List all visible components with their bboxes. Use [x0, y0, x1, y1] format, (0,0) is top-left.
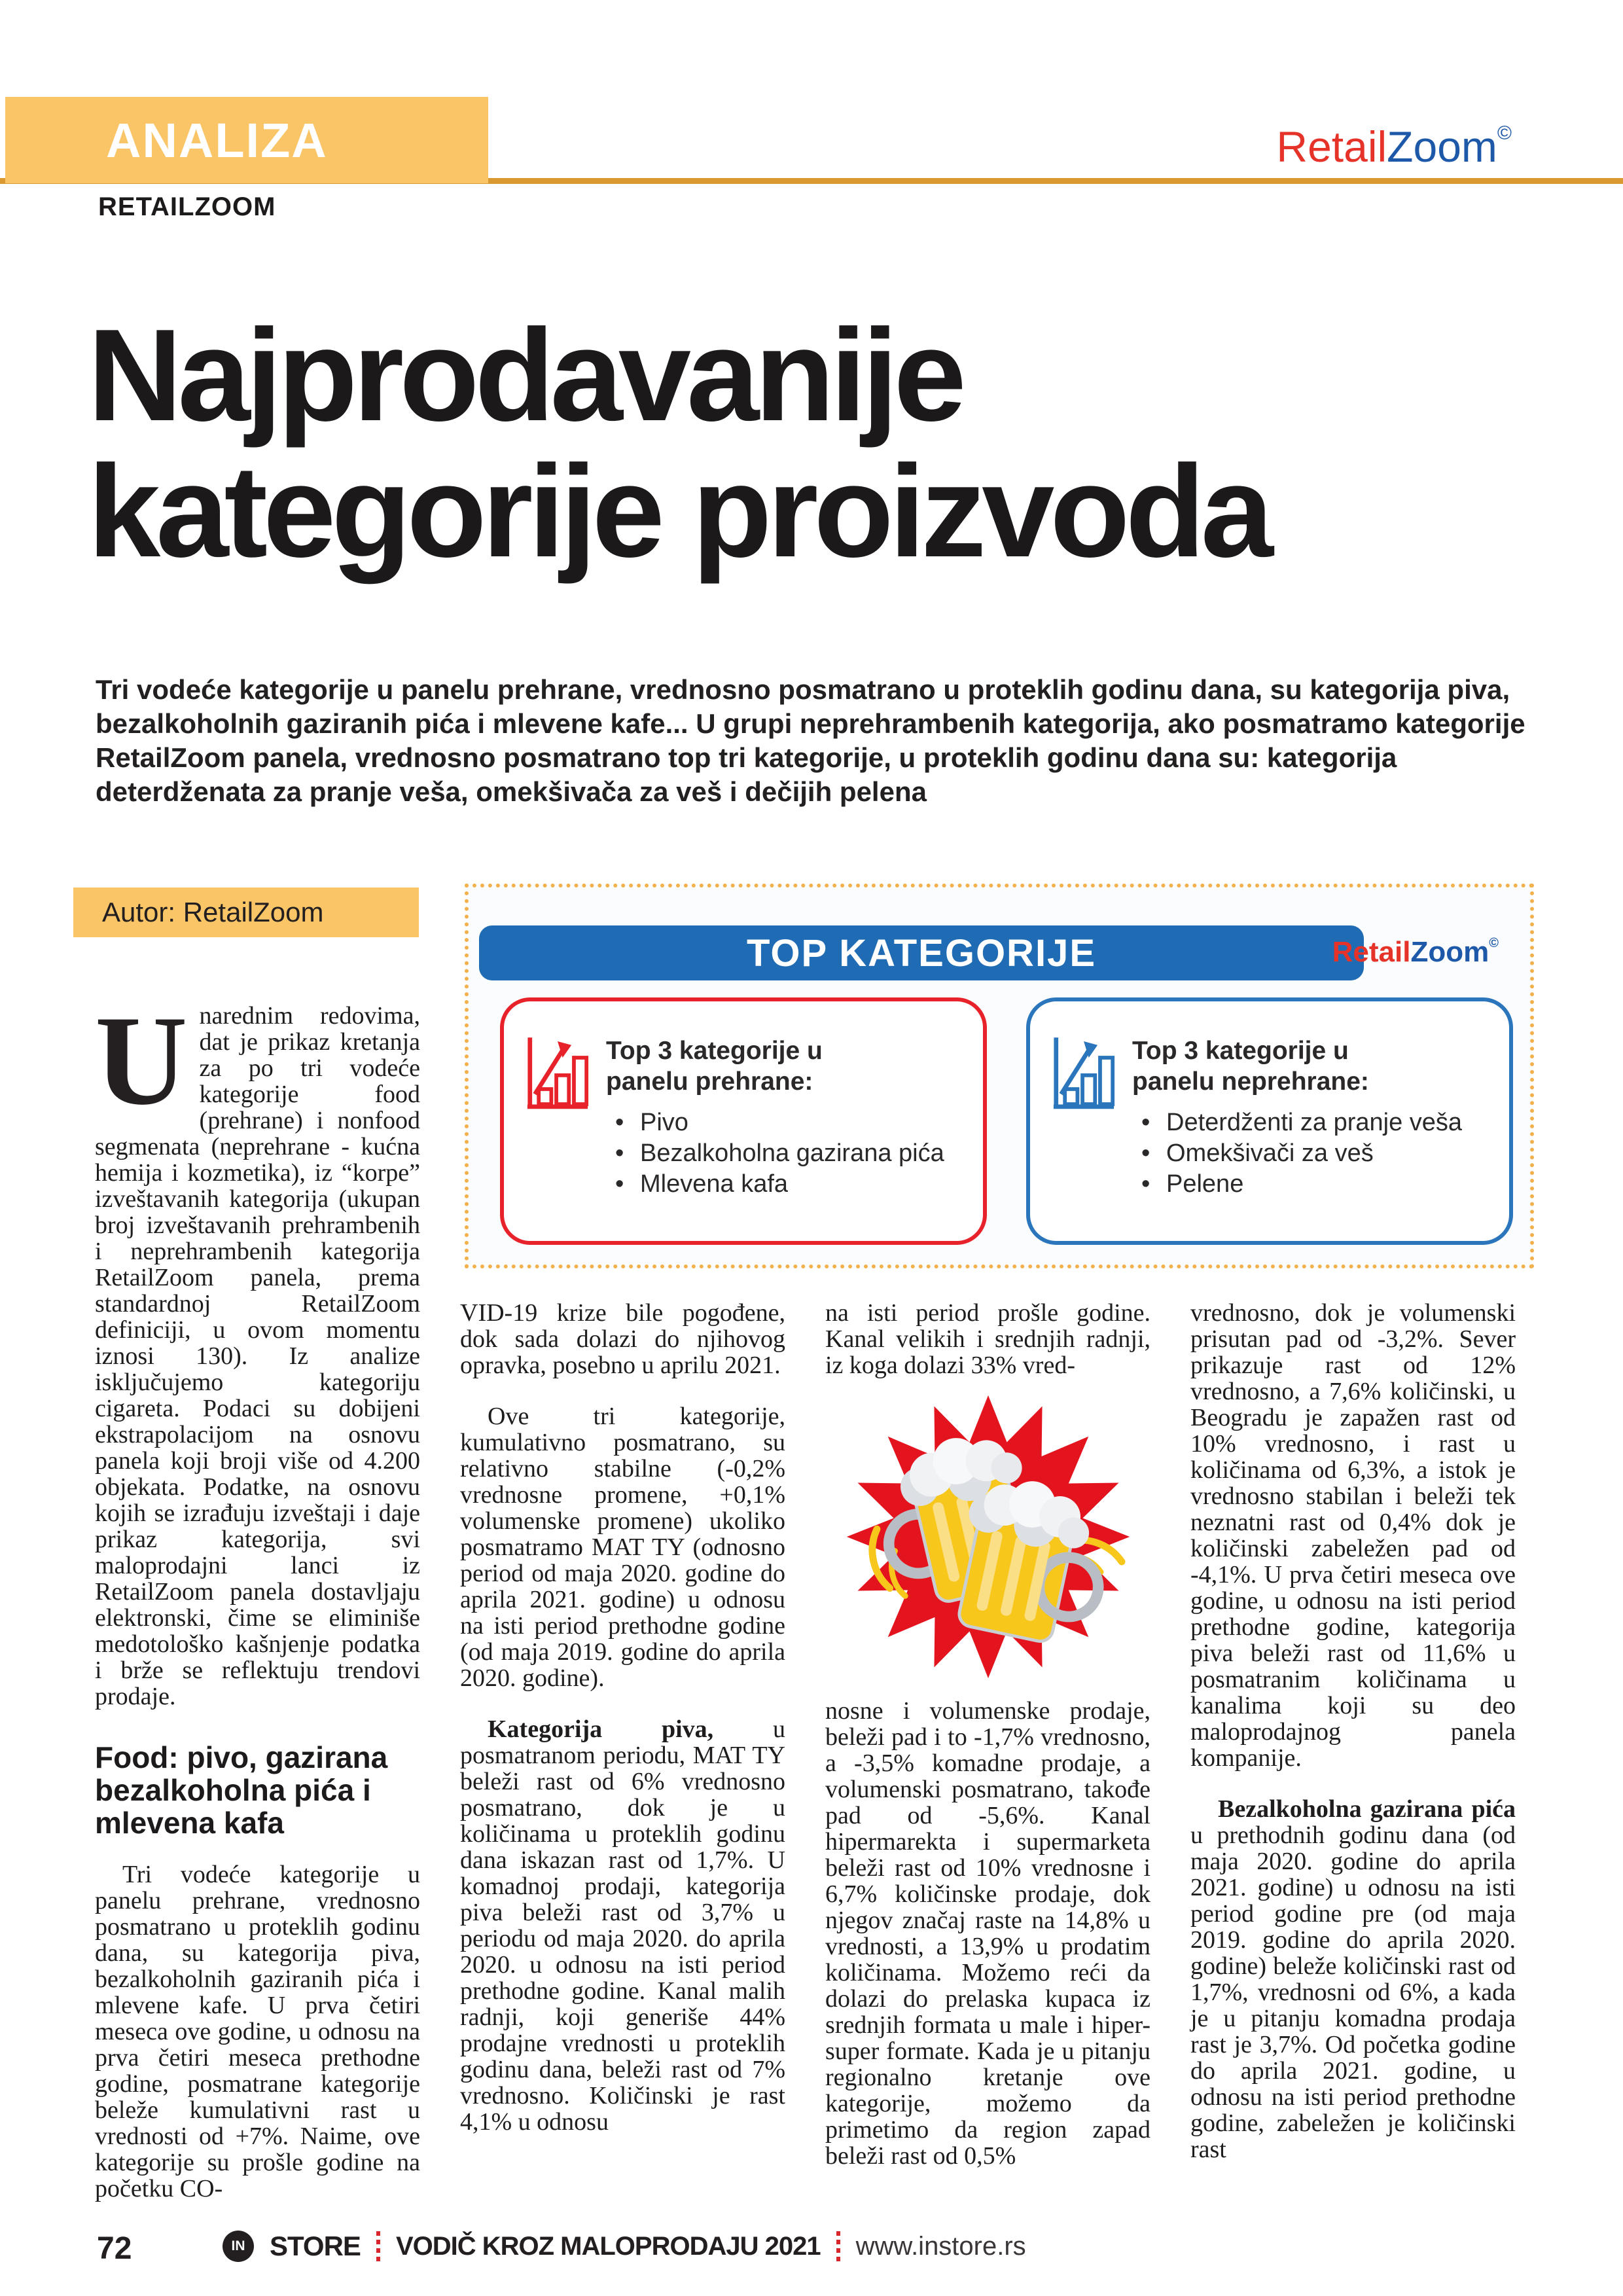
- food-top3-content: [606, 1035, 944, 1241]
- infographic-banner: TOP KATEGORIJE: [479, 925, 1364, 980]
- retailzoom-logo-zoom: Zoom: [1387, 122, 1497, 171]
- nonfood-top3-content: [1132, 1035, 1462, 1241]
- paragraph: VID-19 krize bile pogođene, dok sada dolazi do njihovog opravka, posebno u aprilu 2021.: [460, 1299, 785, 1379]
- top-kategorije-infographic: [465, 884, 1534, 1268]
- page-number: 72: [97, 2231, 132, 2266]
- copyright-icon: ©: [1489, 936, 1499, 950]
- nonfood-top3-heading: Top 3 kategorije u panelu neprehrane:: [1132, 1037, 1369, 1096]
- retailzoom-logo-retail: Retail: [1332, 936, 1411, 968]
- section-kicker-label: ANALIZA: [106, 113, 328, 168]
- retailzoom-logo-zoom: Zoom: [1410, 936, 1489, 968]
- nonfood-top3-list: [1132, 1107, 1462, 1200]
- author-label: Autor: RetailZoom: [102, 897, 324, 927]
- food-top3-card: [500, 997, 987, 1245]
- beer-mugs-illustration: [825, 1389, 1150, 1685]
- drop-cap: U: [95, 990, 188, 1132]
- paragraph-text: u posmatranom periodu, MAT TY beleži rast od 6% vrednosno posmatrano, dok je u količinama u proteklih godinu dana iskazan rast od 1,7%. U komadnoj prodaji, kategorija piva beleži rast od 3,7% u periodu od maja 2020. do aprila 2020. u odnosu na isti period prethodne godine. Kanal malih radnji, koji generiše 44% prodajne vrednosti u proteklih godinu dana, beleži rast od 7% vrednosno. Količinski je rast 4,1% u odnosu: [460, 1715, 785, 2136]
- article-column-3: [825, 1300, 1150, 2169]
- list-item: • Deterdženti za pranje veša: [1132, 1107, 1462, 1138]
- bar-chart-icon: [526, 1035, 589, 1111]
- list-item: • Mlevena kafa: [606, 1169, 944, 1200]
- paragraph-text: narednim redovima, dat je prikaz kretanja za po tri vodeće kategorije food (prehrane) i nonfood segmenata (neprehrane - kućna hemija i kozmetika), iz “korpe” izveštavanih kategorija (ukupan broj izveštavanih prehrambenih i neprehrambenih kategorija RetailZoom panela, prema standardnoj RetailZoom definiciji, u ovom momentu iznosi 130). Iz analize isključujemo kategoriju cigareta. Podaci su dobijeni ekstrapolacijom na osnovu panela koji broji više od 4.200 objekata. Podatke, na osnovu kojih se izrađuju izveštaji i daje prikaz kategorija, svi maloprodajni lanci iz RetailZoom panela dostavljaju elektronski, čime se eliminiše medotološko kašnjenje podatka i brže se reflektuju trendovi prodaje.: [95, 1002, 420, 1710]
- dotted-separator: [836, 2231, 840, 2261]
- section-label: RETAILZOOM: [98, 192, 276, 221]
- food-top3-list: [606, 1107, 944, 1200]
- paragraph: vrednosno, dok je volumenski prisutan pad od -3,2%. Sever prikazuje rast od 12% vrednosno, a 7,6% količinski, u Beogradu je zapažen rast od 10% vrednosno, i rast u količinama od 6,3%, a istok je vrednosno stabilan i beleži tek neznatni rast od 0,4% dok je količinski zabeležen pad od -4,1%. U prva četiri meseca ove godine, u odnosu na isti period prethodne godine, kategorija piva beleži rast od 11,6% u posmatranim količinama u kanalima koji su deo maloprodajnog panela kompanije.: [1190, 1299, 1516, 1772]
- paragraph: [460, 1716, 785, 2135]
- retailzoom-logo: [1276, 122, 1512, 171]
- paragraph: nosne i volumenske prodaje, beleži pad i to -1,7% vrednosno, a -3,5% komadne prodaje, a volumenski posmatrano, takođe pad od -5,6%. Kanal hipermarekta i supermarketa beleži rast od 10% vrednosne i 6,7% količinske prodaje, dok njegov značaj raste na 14,8% u vrednosti, a 13,9% u prodatim količinama. Možemo reći da dolazi do prelaska kupaca iz srednjih formata u male i hiper-super formate. Kada je u pitanju regionalno kretanje ove kategorije, možemo da primetimo da region zapad beleži rast od 0,5%: [825, 1697, 1150, 2170]
- page-title-line2: kategorije proizvoda: [88, 439, 1269, 584]
- subhead-food: Food: pivo, gazirana bezalkoholna pića i mlevena kafa: [95, 1740, 388, 1840]
- article-column-2: [460, 1300, 785, 2135]
- page-title-line1: Najprodavanije: [88, 302, 962, 448]
- footer: [223, 2228, 1026, 2265]
- retailzoom-logo-retail: Retail: [1276, 122, 1387, 171]
- retailzoom-logo-small: [1332, 936, 1499, 969]
- section-kicker: [5, 97, 488, 183]
- intro-paragraph: Tri vodeće kategorije u panelu prehrane, vrednosno posmatrano u proteklih godinu dana, su kategorija piva, bezalkoholnih gaziranih pića i mlevene kafe... U grupi neprehrambenih kategorija, ako posmatramo kategorije RetailZoom panela, vrednosno posmatrano top tri kategorije, u proteklih godinu dana su: kategorija deterdženata za pranje veša, omekšivača za veš i dečijih pelena: [96, 674, 1525, 807]
- paragraph: [95, 990, 420, 1710]
- food-top3-heading: Top 3 kategorije u panelu prehrane:: [606, 1037, 823, 1096]
- paragraph: na isti period prošle godine. Kanal velikih i srednjih radnji, iz koga dolazi 33% vred-: [825, 1299, 1150, 1379]
- footer-website-link[interactable]: www.instore.rs: [855, 2231, 1026, 2261]
- paragraph-lead: Kategorija piva,: [488, 1715, 714, 1743]
- copyright-icon: ©: [1497, 122, 1512, 144]
- nonfood-top3-card: [1026, 997, 1513, 1245]
- article-column-4: [1190, 1300, 1516, 2162]
- list-item: • Omekšivači za veš: [1132, 1138, 1462, 1169]
- author-badge: [73, 888, 419, 937]
- bar-chart-icon: [1052, 1035, 1115, 1111]
- paragraph: Ove tri kategorije, kumulativno posmatrano, su relativno stabilne (-0,2% vrednosne promene, +0,1% volumenske promene) ukoliko posmatramo MAT TY (odnosno period od maja 2020. godine do aprila 2021. godine) u odnosu na isti period prethodne godine (od maja 2019. godine do aprila 2020. godine).: [460, 1403, 785, 1692]
- paragraph-text: u prethodnih godinu dana (od maja 2020. godine do aprila 2021. godine) u odnosu na isti period godine pre (od maja 2019. godine do aprila 2020. godine) beleže količinski rast od 1,7%, vrednosni od 6%, a kada je u pitanju komadna prodaja rast je 3,7%. Od početka godine do aprila 2021. godine, u odnosu na isti period prethodne godine, zabeležen je količinski rast: [1190, 1821, 1516, 2163]
- paragraph-lead: Bezalkoholna gazirana pića: [1218, 1795, 1516, 1823]
- list-item: • Bezalkoholna gazirana pića: [606, 1138, 944, 1169]
- instore-logo-store: STORE: [270, 2231, 361, 2261]
- footer-guide-title: VODIČ KROZ MALOPRODAJU 2021: [395, 2231, 821, 2261]
- instore-logo-icon: IN: [223, 2231, 254, 2262]
- list-item: • Pivo: [606, 1107, 944, 1138]
- paragraph: Tri vodeće kategorije u panelu prehrane, vrednosno posmatrano u proteklih godinu dana, su kategorija piva, bezalkoholnih gaziranih pića i mlevene kafe. U prva četiri meseca ove godine, u odnosu na prva četiri meseca prethodne godine, posmatrane kategorije beleže kumulativni rast u vrednosti od +7%. Naime, ove kategorije su prošle godine na početku CO-: [95, 1861, 420, 2202]
- article-column-1: [95, 990, 420, 2202]
- list-item: • Pelene: [1132, 1169, 1462, 1200]
- beer-cheers-icon: [840, 1389, 1136, 1685]
- page-title: [88, 302, 1554, 584]
- paragraph: [1190, 1796, 1516, 2162]
- dotted-separator: [376, 2231, 380, 2261]
